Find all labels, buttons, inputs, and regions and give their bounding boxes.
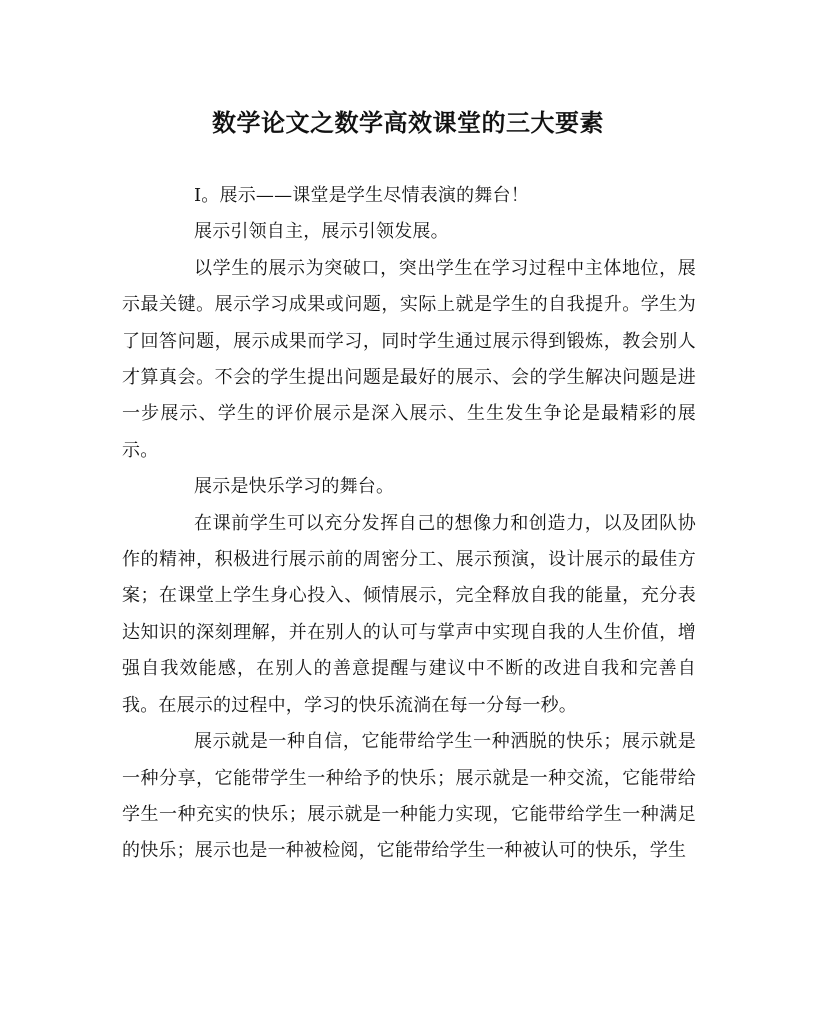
document-body — [122, 178, 696, 870]
document-title: 数学论文之数学高效课堂的三大要素 — [212, 108, 604, 137]
paragraph: 展示就是一种自信，它能带给学生一种洒脱的快乐；展示就是一种分享，它能带学生一种给予的快乐；展示就是一种交流，它能带给学生一种充实的快乐；展示就是一种能力实现，它能带给学生一种满足的快乐；展示也是一种被检阅，它能带给学生一种被认可的快乐，学生 — [122, 731, 696, 862]
paragraph-heading-1: Ⅰ。展示——课堂是学生尽情表演的舞台！ — [194, 185, 529, 206]
paragraph: 在课前学生可以充分发挥自己的想像力和创造力，以及团队协作的精神，积极进行展示前的周密分工、展示预演，设计展示的最佳方案；在课堂上学生身心投入、倾情展示，完全释放自我的能量，充分表达知识的深刻理解，并在别人的认可与掌声中实现自我的人生价值，增强自我效能感，在别人的善意提醒与建议中不断的改进自我和完善自我。在展示的过程中，学习的快乐流淌在每一分每一秒。 — [122, 512, 696, 716]
paragraph: 展示引领自主，展示引领发展。 — [194, 221, 449, 243]
paragraph: 以学生的展示为突破口，突出学生在学习过程中主体地位，展示最关键。展示学习成果或问题，实际上就是学生的自我提升。学生为了回答问题，展示成果而学习，同时学生通过展示得到锻炼，教会别人才算真会。不会的学生提出问题是最好的展示、会的学生解决问题是进一步展示、学生的评价展示是深入展示、生生发生争论是最精彩的展示。 — [122, 257, 696, 461]
paragraph: 展示是快乐学习的舞台。 — [194, 476, 395, 498]
